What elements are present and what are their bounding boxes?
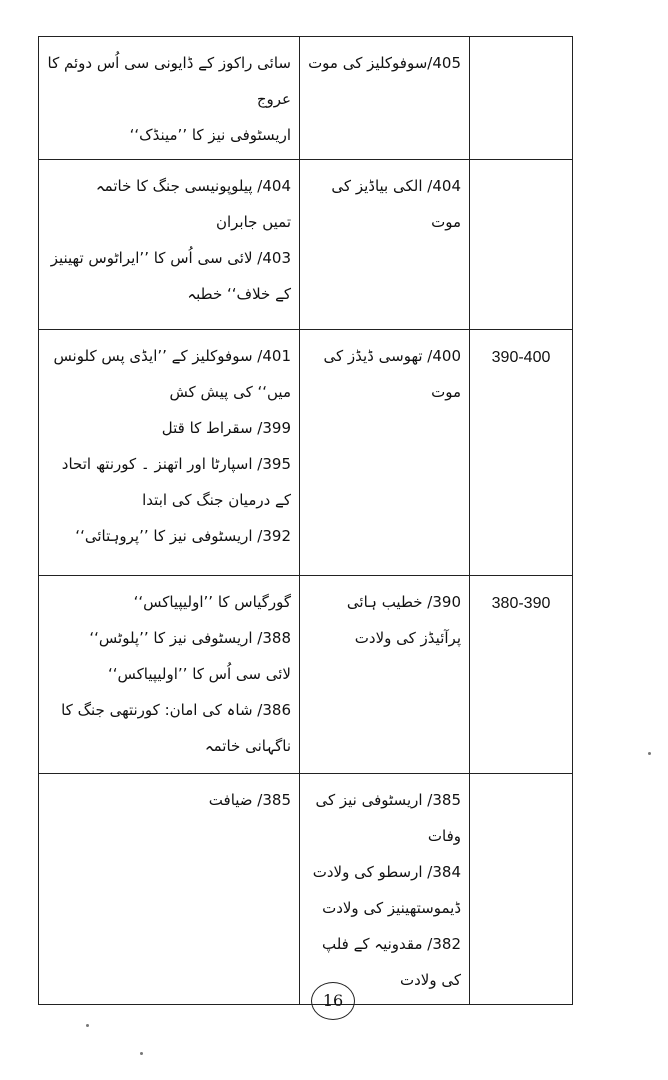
event-line: 403/ لائی سی اُس کا ’’ایراٹوس تھینیز کے خلاف‘‘ خطبہ [50, 249, 291, 303]
table-row [39, 576, 573, 774]
greek-events-cell [300, 576, 470, 774]
chronology-table [38, 36, 573, 1005]
event-line: سائی راکوز کے ڈایونی سی اُس دوئم کا عروج [47, 54, 291, 108]
event-line: 382/ مقدونیہ کے فلپ کی ولادت [321, 935, 461, 989]
table-row [39, 37, 573, 160]
greek-events-cell [300, 37, 470, 160]
event-line: 405/سوفوکلیز کی موت [308, 54, 461, 72]
event-line: لائی سی اُس کا ’’اولیپیاکس‘‘ [107, 665, 291, 683]
event-line: ڈیموستھینیز کی ولادت [322, 899, 461, 917]
greek-events-cell [300, 160, 470, 330]
table-row [39, 160, 573, 330]
world-events-cell [39, 160, 300, 330]
scan-speck [648, 752, 651, 755]
event-line: 395/ اسپارٹا اور اتھنز ۔ کورنتھ اتحاد کے درمیان جنگ کی ابتدا [61, 455, 291, 509]
world-events-cell [39, 576, 300, 774]
year-cell [470, 774, 573, 1005]
event-line: 404/ الکی بیاڈیز کی موت [331, 177, 461, 231]
event-line: 401/ سوفوکلیز کے ’’ایڈی پس کلونس میں‘‘ کی پیش کش [53, 347, 291, 401]
world-events-cell [39, 330, 300, 576]
greek-events-cell [300, 330, 470, 576]
scan-speck [86, 1024, 89, 1027]
table-row [39, 330, 573, 576]
event-line: 386/ شاہ کی امان: کورنتھی جنگ کا ناگہانی خاتمہ [61, 701, 291, 755]
world-events-cell [39, 774, 300, 1005]
year-cell: 380-390 [470, 576, 573, 774]
world-events-cell [39, 37, 300, 160]
event-line: 399/ سقراط کا قتل [161, 419, 291, 437]
event-line: 385/ ضیافت [208, 791, 291, 809]
event-line: اریسٹوفی نیز کا ’’مینڈک‘‘ [129, 126, 291, 144]
event-line: 390/ خطیب ہائی پرآئیڈز کی ولادت [346, 593, 461, 647]
event-line: 404/ پیلوپونیسی جنگ کا خاتمہ [95, 177, 291, 195]
scan-speck [140, 1052, 143, 1055]
event-line: 392/ اریسٹوفی نیز کا ’’پروہتائی‘‘ [75, 527, 291, 545]
event-line: 385/ اریسٹوفی نیز کی وفات [315, 791, 461, 845]
table-row [39, 774, 573, 1005]
year-cell: 390-400 [470, 330, 573, 576]
event-line: 384/ ارسطو کی ولادت [312, 863, 461, 881]
year-cell [470, 160, 573, 330]
event-line: 400/ تھوسی ڈیڈز کی موت [323, 347, 461, 401]
event-line: تمیں جابران [215, 213, 291, 231]
greek-events-cell [300, 774, 470, 1005]
year-cell [470, 37, 573, 160]
event-line: 388/ اریسٹوفی نیز کا ’’پلوٹس‘‘ [89, 629, 291, 647]
event-line: گورگیاس کا ’’اولیپیاکس‘‘ [133, 593, 291, 611]
page-number: 16 [311, 982, 355, 1020]
